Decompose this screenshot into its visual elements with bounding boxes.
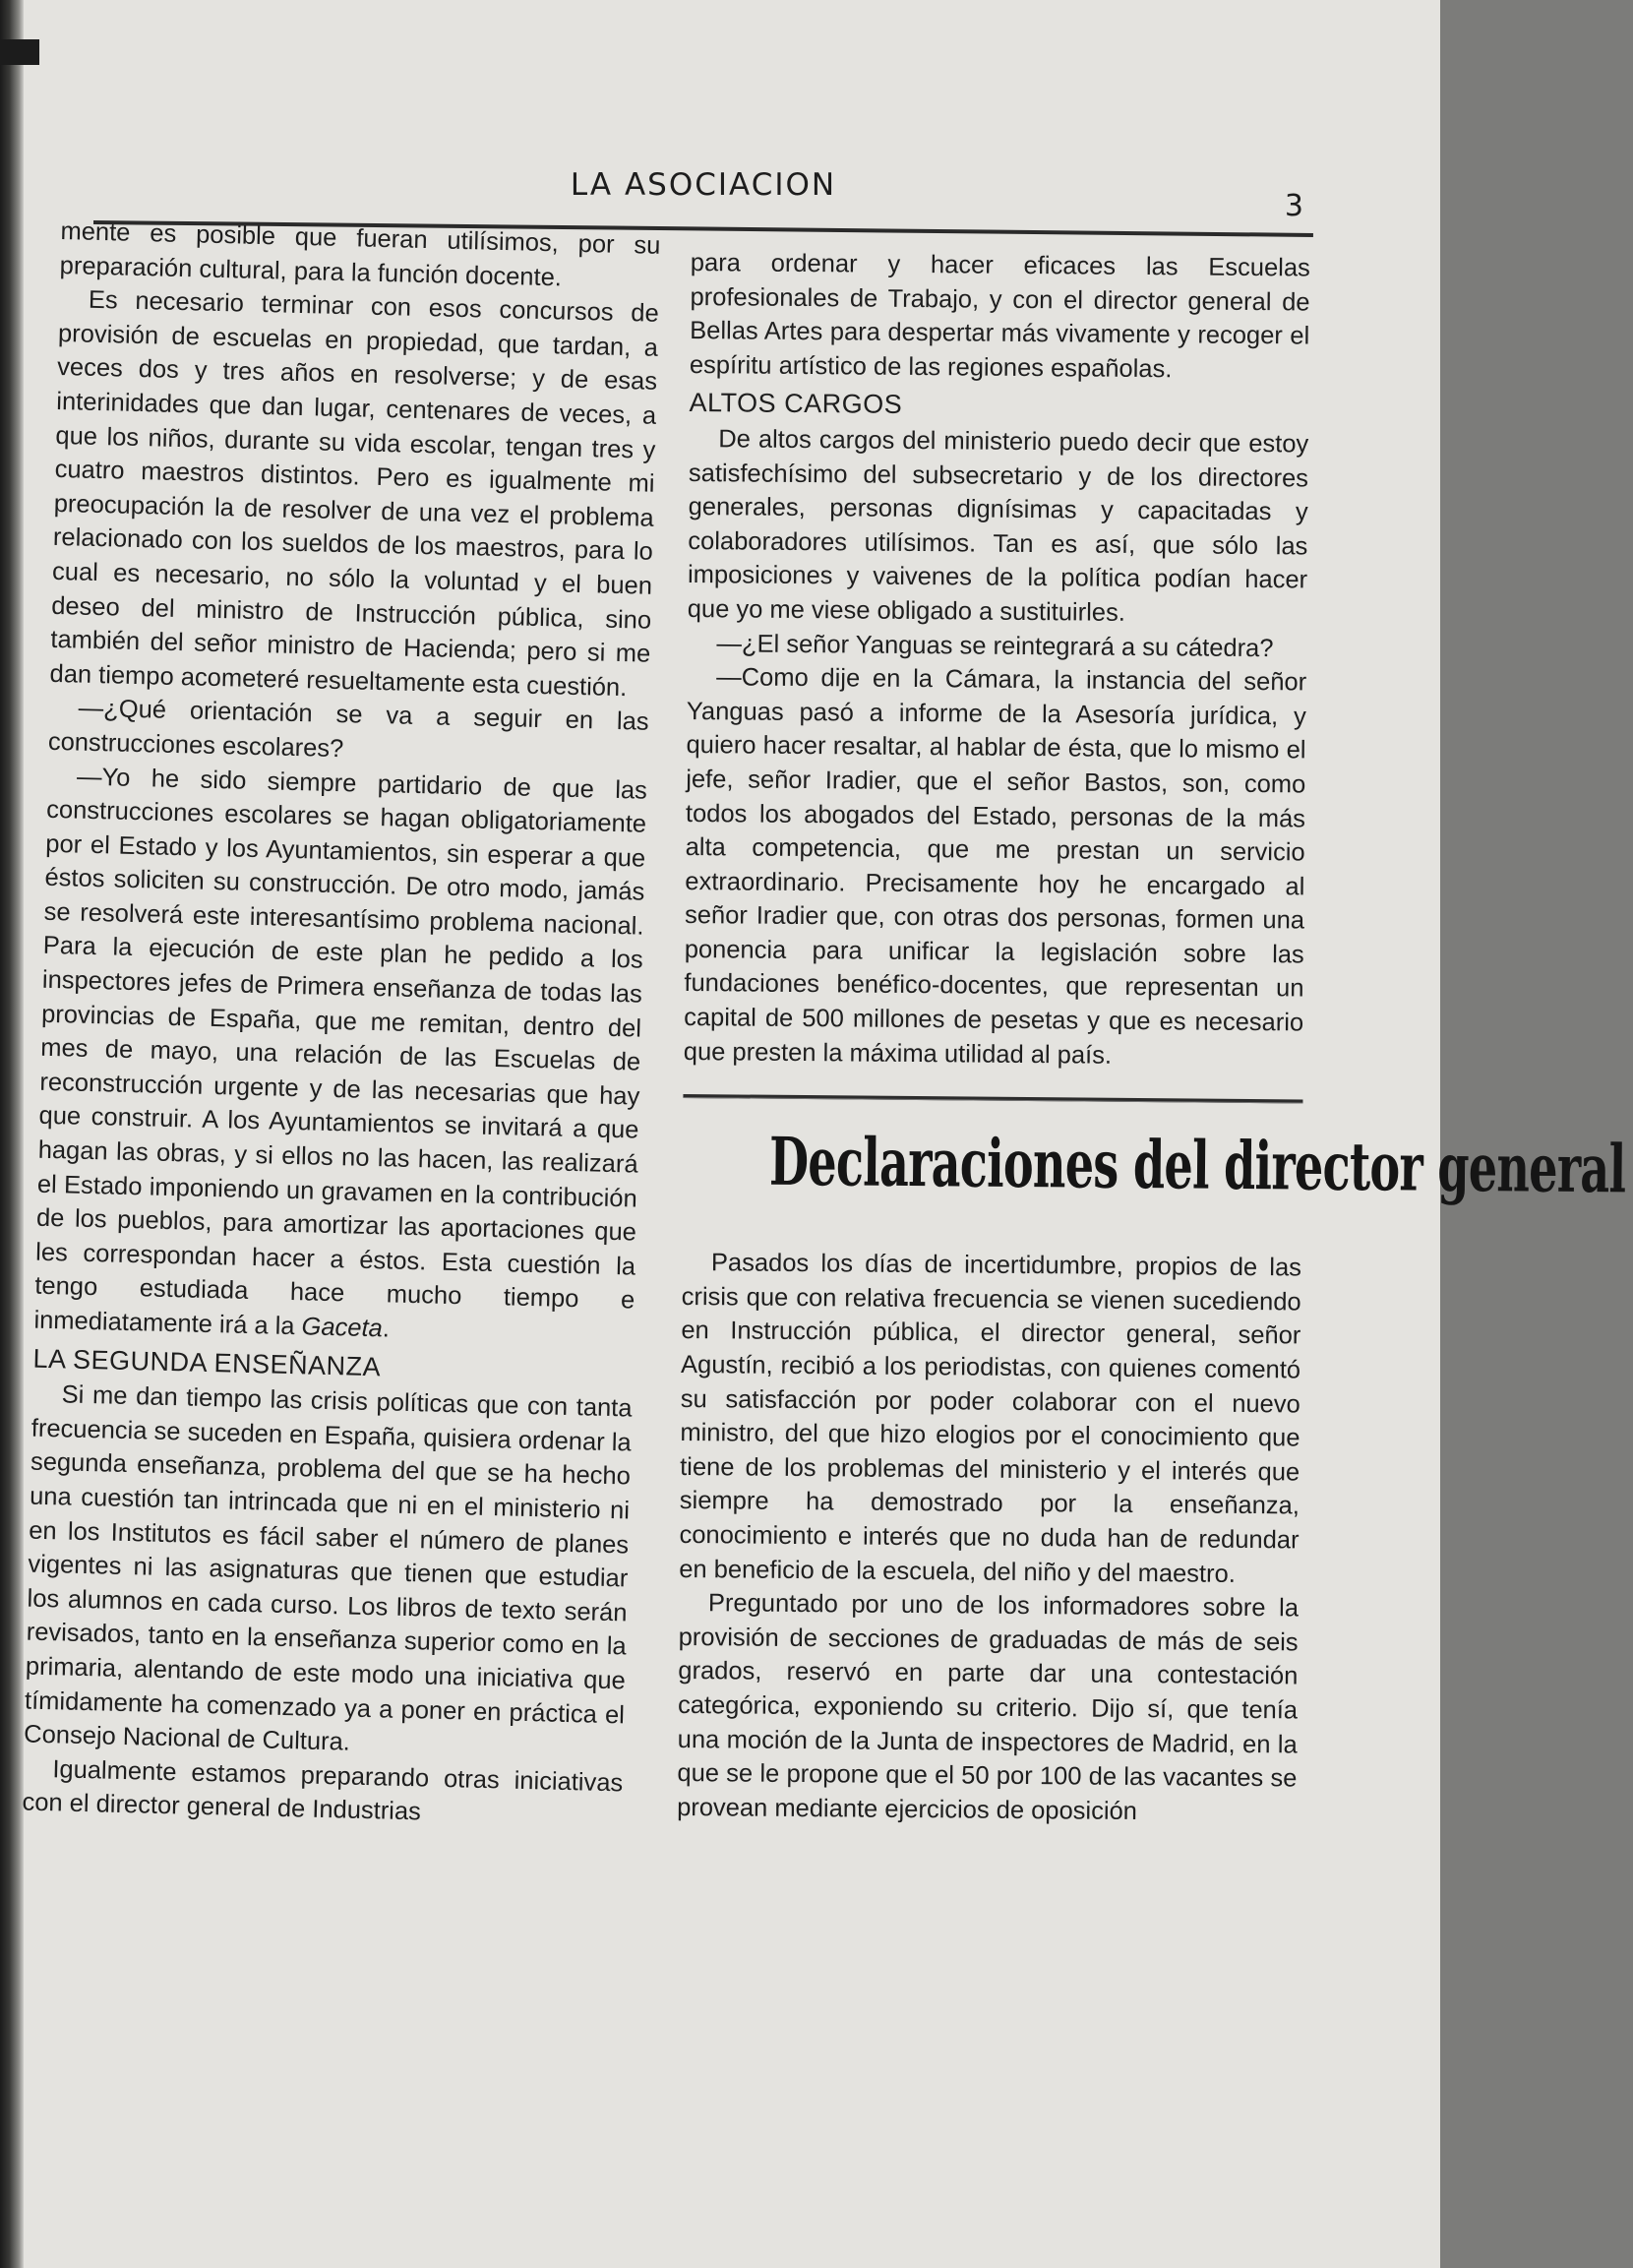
section-divider [683, 1094, 1302, 1103]
right-column [677, 246, 1626, 1830]
section-heading-altos-cargos: ALTOS CARGOS [689, 388, 903, 420]
page-number: 3 [1284, 189, 1303, 223]
paragraph: —Como dije en la Cámara, la instancia del señor Yanguas pasó a informe de la Asesoría jurídica, y quiero hacer resaltar, al hablar de ésta, que lo mismo el jefe, señor Iradier, que el señor Bastos, son, como todos los abogados del Estado, personas de la más alta competencia, que me prestan un servicio extraordinario. Precisamente hoy he encargado al señor Iradier que, con otras dos personas, formen una ponencia para unificar la legislación sobre las fundaciones benéfico-docentes, que representan un capital de 500 millones de pesetas y que es necesario que presten la máxima utilidad al país. [683, 663, 1307, 1070]
binding-tab [0, 39, 39, 65]
left-column [22, 215, 661, 1834]
running-title: LA ASOCIACION [570, 167, 837, 203]
paragraph: De altos cargos del ministerio puedo decir que estoy satisfechísimo del subsecretario y de los directores generales, personas dignísimas y capacitadas y colaboradores utilísimos. Tan es así, que sólo las imposiciones y vaivenes de la política podían hacer que yo me viese obligado a sustituirles. [687, 425, 1309, 627]
paragraph-text: —Yo he sido siempre partidario de que las construcciones escolares se hagan obligatoriamente por el Estado y los Ayuntamientos, sin esperar a que éstos soliciten su construcción. De otro modo, jamás se resolverá este interesantísimo problema nacional. Para la ejecución de este plan he pedido a los inspectores jefes de Primera enseñanza de todas las provincias de España, que me remitan, dentro del mes de mayo, una relación de las Escuelas de reconstrucción urgente y de las necesarias que hay que construir. A los Ayuntamientos se invitará a que hagan las obras, y si ellos no las hacen, las realizará el Estado imponiendo un gravamen en la contribución de los pueblos, para amortizar las aportaciones que les correspondan hacer a éstos. Esta cuestión la tengo estudiada hace mucho tiempo e inmediatamente irá a la [33, 763, 648, 1341]
binding-edge [0, 0, 24, 2268]
paragraph-end: . [382, 1315, 391, 1343]
paragraph: Preguntado por uno de los informadores sobre la provisión de secciones de graduadas de más de seis grados, reservó en parte dar una contestación categórica, exponiendo su criterio. Dijo sí, que tenía una moción de la Junta de inspectores de Madrid, en la que se le propone que el 50 por 100 de las vacantes se provean mediante ejercicios de oposición [677, 1589, 1300, 1825]
section-heading-segunda-ensenanza: LA SEGUNDA ENSEÑANZA [32, 1343, 382, 1381]
paragraph: —¿El señor Yanguas se reintegrará a su cátedra? [716, 629, 1274, 662]
article-headline: Declaraciones del director general [768, 1124, 1626, 1209]
gazette-italic: Gaceta [301, 1313, 384, 1343]
paragraph: Si me dan tiempo las crisis políticas que con tanta frecuencia se suceden en España, quisiera ordenar la segunda enseñanza, problema del que se ha hecho una cuestión tan intrincada que ni en el ministerio ni en los Institutos es fácil saber el número de planes vigentes ni las asignaturas que tienen que estudiar los alumnos en cada curso. Los libros de texto serán revisados, tanto en la enseñanza superior como en la primaria, alentando de este modo una iniciativa que tímidamente ha comenzado ya a poner en práctica el Consejo Nacional de Cultura. [23, 1380, 633, 1756]
paragraph: Es necesario terminar con esos concursos de provisión de escuelas en propiedad, que tardan, a veces dos y tres años en resolverse; y de esas interinidades que dan lugar, centenares de veces, a que los niños, durante su vida escolar, tengan tres y cuatro maestros distintos. Pero es igualmente mi preocupación la de resolver de una vez el problema relacionado con los sueldos de los maestros, para lo cual es necesario, no sólo la voluntad y el buen deseo del ministro de Instrucción pública, sino también del señor ministro de Hacienda; pero si me dan tiempo acometeré resueltamente esta cuestión. [49, 285, 660, 702]
paragraph: para ordenar y hacer eficaces las Escuelas profesionales de Trabajo, y con el director general de Bellas Artes para despertar más vivamente y recoger el espíritu artístico de las regiones españolas. [689, 248, 1310, 384]
paragraph [33, 759, 647, 1352]
paragraph: mente es posible que fueran utilísimos, por su preparación cultural, para la función docente. [59, 216, 661, 292]
paragraph: Igualmente estamos preparando otras iniciativas con el director general de Industrias [22, 1754, 624, 1826]
paragraph: —¿Qué orientación se va a seguir en las construcciones escolares? [47, 694, 649, 764]
paragraph: Pasados los días de incertidumbre, propios de las crisis que con relativa frecuencia se vienen sucediendo en Instrucción pública, el director general, señor Agustín, recibió a los periodistas, con quienes comentó su satisfacción por poder colaborar con el nuevo ministro, del que hizo elogios por el conocimiento que tiene de los problemas del ministerio y el interés que siempre ha demostrado por la enseñanza, conocimiento e interés que no duda han de redundar en beneficio de la escuela, del niño y del maestro. [679, 1249, 1302, 1588]
